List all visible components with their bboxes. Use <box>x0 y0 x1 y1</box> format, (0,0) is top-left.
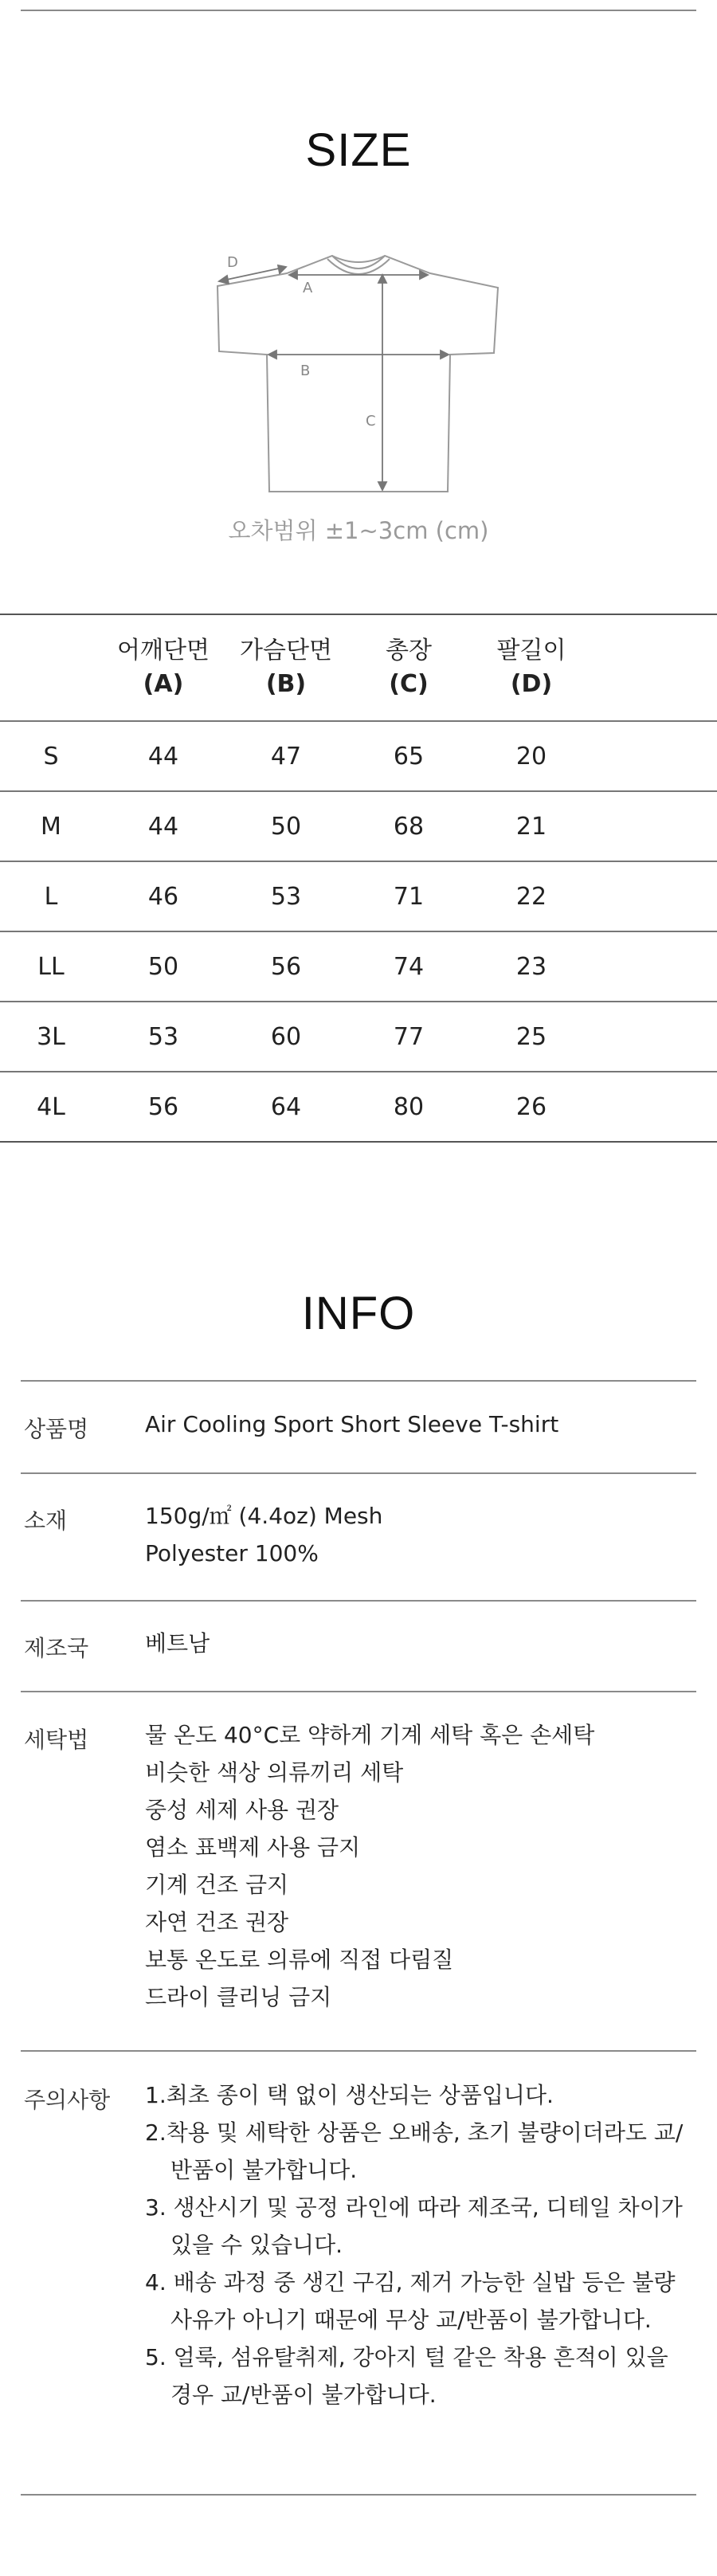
header-blank <box>0 615 102 721</box>
info-title: INFO <box>301 1288 416 1339</box>
table-row: LL 50 56 74 23 <box>0 931 717 1002</box>
table-row: S 44 47 65 20 <box>0 721 717 791</box>
size-table <box>0 615 717 1143</box>
info-divider <box>21 1691 696 1692</box>
info-divider <box>21 2050 696 2052</box>
header-spacer <box>593 615 717 721</box>
header-sleeve: 팔길이 (D) <box>496 637 566 698</box>
table-row: 4L 56 64 80 26 <box>0 1072 717 1142</box>
tolerance-note: 오차범위 ±1~3cm (cm) <box>228 517 489 544</box>
info-value-washing: 물 온도 40°C로 약하게 기계 세탁 혹은 손세탁 비슷한 색상 의류끼리 세탁 중성 세제 사용 권장 염소 표백제 사용 금지 기계 건조 금지 자연 건조 권장 보통 온도로 의류에 직접 다림질 드라이 클리닝 금지 <box>145 1722 595 2010</box>
info-value-material: 150g/㎡ (4.4oz) Mesh Polyester 100% <box>145 1503 383 1566</box>
table-row: M 44 50 68 21 <box>0 791 717 861</box>
info-label-material: 소재 <box>24 1508 68 1534</box>
diagram-label-d: D <box>227 254 238 271</box>
top-divider <box>21 10 696 11</box>
table-row: 3L 53 60 77 25 <box>0 1002 717 1072</box>
info-value-origin: 베트남 <box>145 1630 210 1657</box>
info-label-origin: 제조국 <box>24 1635 89 1661</box>
header-length: 총장 (C) <box>386 637 432 698</box>
info-divider <box>21 1600 696 1602</box>
info-bottom-divider <box>21 2494 696 2496</box>
info-label-product-name: 상품명 <box>24 1416 89 1442</box>
table-row: L 46 53 71 22 <box>0 861 717 931</box>
diagram-label-b: B <box>300 363 311 379</box>
header-shoulder: 어깨단면 (A) <box>117 637 210 698</box>
info-label-washing: 세탁법 <box>24 1727 89 1753</box>
info-label-caution: 주의사항 <box>24 2087 111 2113</box>
header-chest: 가슴단면 (B) <box>240 637 332 698</box>
info-divider <box>21 1380 696 1382</box>
info-divider <box>21 1472 696 1474</box>
tshirt-measurement-diagram <box>203 243 514 506</box>
size-table-header-row <box>0 615 717 721</box>
size-title: SIZE <box>305 124 412 176</box>
diagram-label-c: C <box>366 413 376 429</box>
info-value-caution: 1.최초 종이 택 없이 생산되는 상품입니다. 2.착용 및 세탁한 상품은 오배송, 초기 불량이더라도 교/반품이 불가합니다. 3. 생산시기 및 공정 라인에 따라 제조국, 디테일 차이가 있을 수 있습니다. 4. 배송 과정 중 생긴 구김, 제거 가능한 실밥 등은 불량 사유가 아니기 때문에 무상 교/반품이 불가합니다. 5. 얼룩, 섬유탈취제, 강아지 털 같은 착용 흔적이 있을 경우 교/반품이 불가합니다. <box>145 2082 684 2408</box>
info-value-product-name: Air Cooling Sport Short Sleeve T-shirt <box>145 1411 559 1437</box>
diagram-label-a: A <box>303 280 313 296</box>
